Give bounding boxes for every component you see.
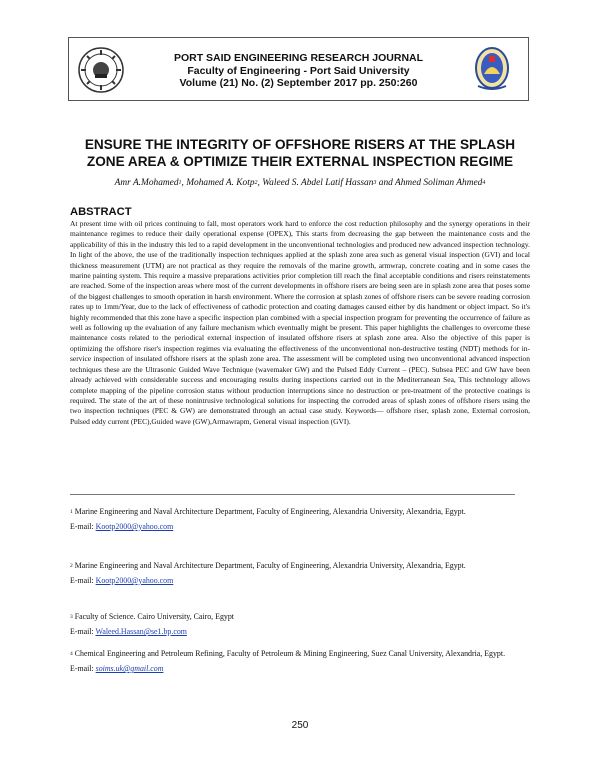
affiliation-1 bbox=[70, 506, 530, 533]
author-mark: 1 bbox=[178, 180, 182, 186]
author-name: Waleed S. Abdel Latif Hassan bbox=[262, 178, 374, 188]
paper-title bbox=[70, 136, 530, 170]
affiliation-2 bbox=[70, 560, 530, 587]
affiliation-mark: 2 bbox=[70, 563, 73, 569]
affiliation-mark: 3 bbox=[70, 614, 73, 620]
affiliation-4 bbox=[70, 648, 530, 675]
email-link[interactable]: Waleed.Hassan@se1.bp.com bbox=[95, 627, 187, 636]
author-name: Amr A.Mohamed bbox=[114, 178, 179, 188]
email-label: E-mail: bbox=[70, 627, 96, 636]
footnote-divider bbox=[70, 494, 515, 495]
journal-header bbox=[68, 37, 529, 101]
affiliation-text: Marine Engineering and Naval Architecture Department, Faculty of Engineering, Alexandria University, Alexandria, Egypt. bbox=[74, 561, 466, 570]
author-separator: , bbox=[181, 178, 187, 188]
author-list bbox=[70, 177, 530, 189]
university-logo-icon bbox=[77, 46, 125, 94]
author-separator: , bbox=[257, 178, 263, 188]
faculty-crest-icon bbox=[474, 46, 510, 92]
abstract-heading: ABSTRACT bbox=[70, 206, 132, 218]
title-line-2: ZONE AREA & OPTIMIZE THEIR EXTERNAL INSPECTION REGIME bbox=[86, 154, 514, 169]
journal-volume: Volume (21) No. (2) September 2017 pp. 250:260 bbox=[179, 77, 418, 89]
faculty-name: Faculty of Engineering - Port Said University bbox=[187, 64, 410, 77]
email-label: E-mail: bbox=[70, 522, 96, 531]
page-number: 250 bbox=[291, 720, 309, 731]
affiliation-text: Chemical Engineering and Petroleum Refining, Faculty of Petroleum & Mining Engineering, Suez Canal University, Alexandria, Egypt. bbox=[74, 649, 506, 658]
journal-name: PORT SAID ENGINEERING RESEARCH JOURNAL bbox=[173, 52, 424, 64]
author-conjunction: and bbox=[376, 178, 396, 188]
email-label: E-mail: bbox=[70, 664, 96, 673]
affiliation-text: Faculty of Science. Cairo University, Cairo, Egypt bbox=[74, 612, 234, 621]
affiliation-text: Marine Engineering and Naval Architecture Department, Faculty of Engineering, Alexandria University, Alexandria, Egypt. bbox=[74, 507, 466, 516]
email-label: E-mail: bbox=[70, 576, 96, 585]
journal-info bbox=[129, 52, 468, 90]
author-mark: 2 bbox=[254, 180, 258, 186]
email-link[interactable]: Kootp2000@yahoo.com bbox=[95, 522, 174, 531]
affiliation-mark: 4 bbox=[70, 651, 73, 657]
author-name: Mohamed A. Kotp bbox=[186, 178, 255, 188]
abstract-text: At present time with oil prices continuing to fall, most operators work hard to enforce the cost reduction philosophy and the synergy operations in their maintenance regimes to reduce their daily operational expense (OPEX), This starts from decreasing the gap between the maintenance costs and the applicability of this in the industry this led to a rapid development in the unconventional technologies and produced new advanced inspection technology. In light of the above, the use of the traditionally inspection techniques applied at the splash zone area such as general visual inspection (GVI) and local thickness measurement (UTM) are not practical as they require the removals of the marine growth, armwrap, concrete coating and in some cases the marine painting system. This require a massive preparations activities prior completion till reach the final acceptable conditions and risers reinstatements are reached. Some of the inspection areas where most of the current developments in offshore risers are being seen are in splash zone area that poses some of the biggest challenges to smooth operation in harsh environment. Where the corrosion at splash zones of offshore risers can be severe reading corrosion rates up to 1mm/Year, due to the lack of effectiveness of cathodic protection and coating damages caused either by dis handment or object impact. So it's highly recommended that this zone have a specific inspection plan combined with a special inspection program for preventing the occurrence of failure as well as following up the evaluation of any failure mechanism which eventually might be present. This paper highlights the challenges to overcome these maintenance costs related to the periodical external inspection of insulated offshore risers at splash zone area. Also the objective of this paper is optimizing the offshore riser's inspection regimes via evaluating the effectiveness of the unconventional non-destructive testing (NDT) methods for in-service inspection of insulated offshore risers at the splash zone area. The assessment will be completed using two unconventional advanced inspection techniques these are the Ultrasonic Guided Wave Technique (wavemaker GW) and the Pulsed Eddy Current – (PEC). Subsea PEC and GW have been already achieved with considerable success and encouraging results during inspections carried out in the Mediterranean Sea, This technology allows complete mapping of the pipeline corrosion status without production interruptions since no destruction or pre-treatment of the protective coatings is required. The state of the art of these nonintrusive technological solutions for inspecting the corroded areas of splash zones of offshore risers using the two inspection techniques (PEC & GW) are demonstrated through an actual case study. Keywords— offshore riser, splash zone, External corrosion, Pulsed eddy current (PEC),Guided wave (GW),Armawrapm, General visual inspection (GVI). bbox=[70, 219, 530, 426]
affiliation-3 bbox=[70, 611, 530, 638]
author-name: Ahmed Soliman Ahmed bbox=[395, 178, 483, 188]
email-link[interactable]: Kootp2000@yahoo.com bbox=[95, 576, 174, 585]
title-line-1: ENSURE THE INTEGRITY OF OFFSHORE RISERS AT THE SPLASH bbox=[84, 137, 516, 152]
email-link[interactable]: soims.uk@gmail.com bbox=[95, 664, 164, 673]
author-mark: 4 bbox=[482, 180, 486, 186]
abstract-body bbox=[70, 219, 530, 427]
affiliation-mark: 1 bbox=[70, 509, 73, 515]
author-mark: 3 bbox=[373, 180, 377, 186]
